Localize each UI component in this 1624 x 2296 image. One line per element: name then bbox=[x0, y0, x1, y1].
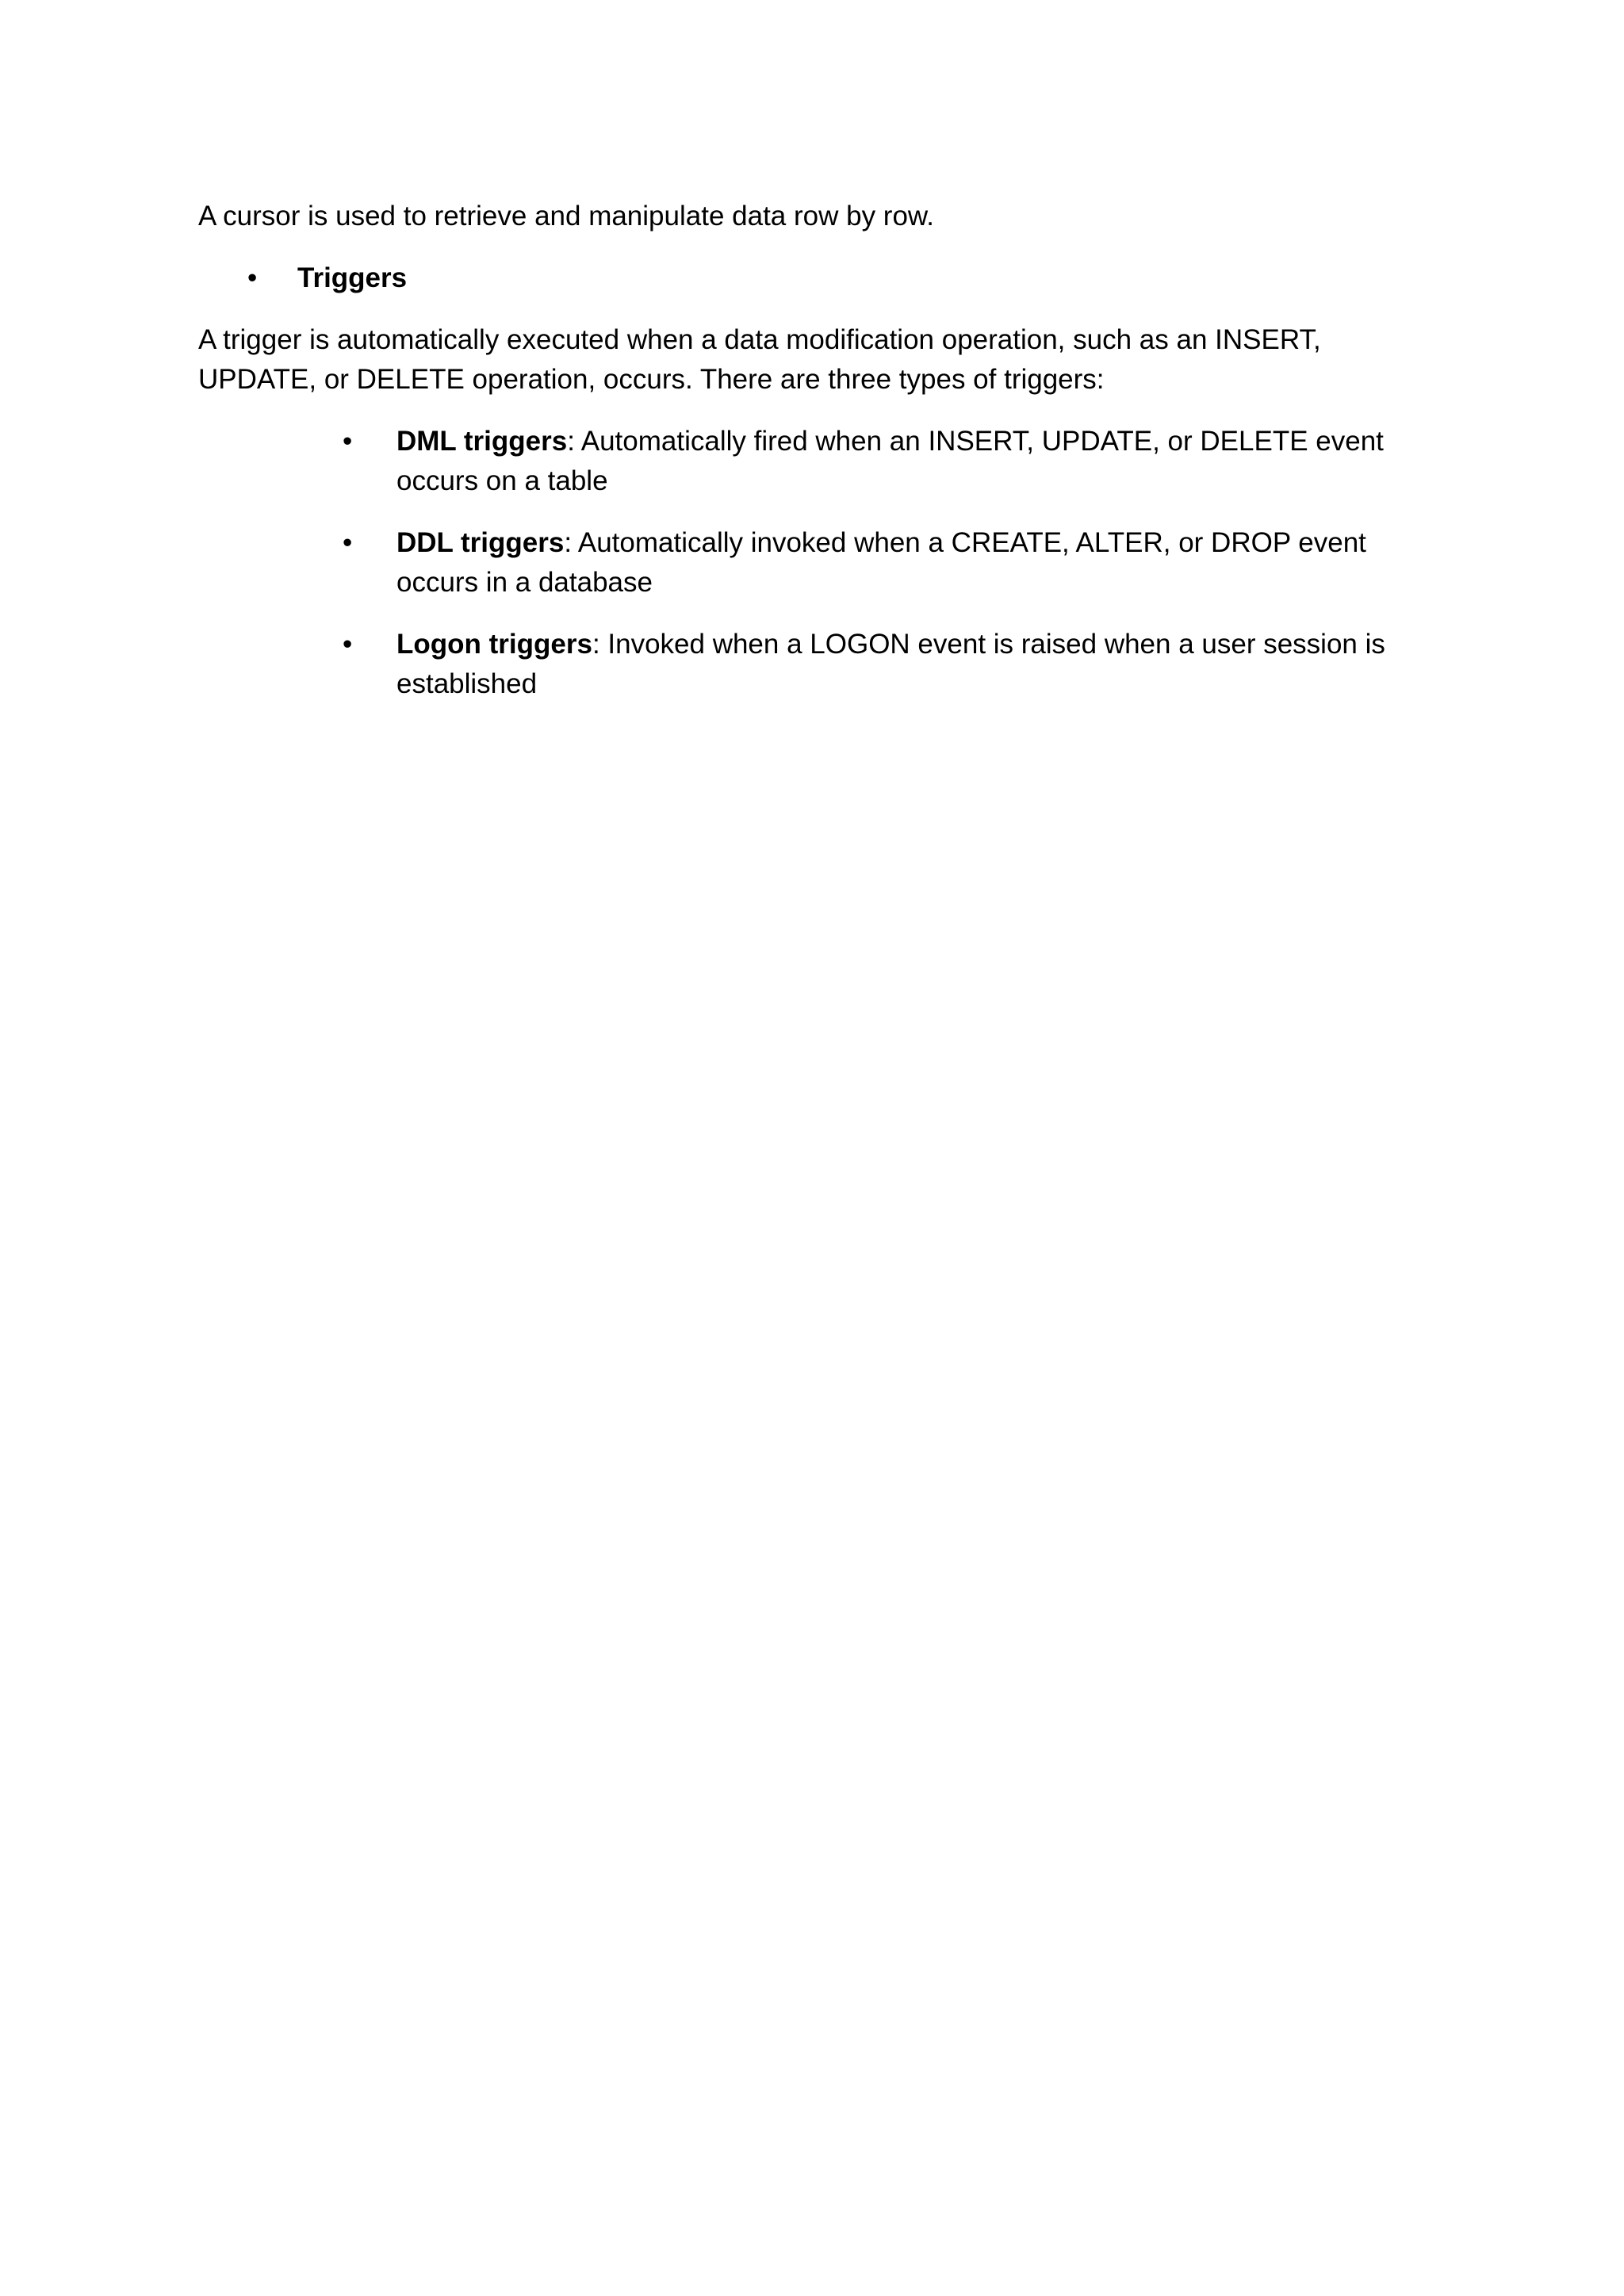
list-item bbox=[343, 523, 1435, 603]
trigger-types-list bbox=[198, 422, 1435, 704]
trigger-type-description: : Invoked when a LOGON event is raised when a user session is established bbox=[396, 629, 1385, 699]
bullet-icon: • bbox=[343, 426, 353, 457]
list-item bbox=[343, 625, 1435, 704]
trigger-type-term: Logon triggers bbox=[396, 629, 592, 660]
bullet-icon: • bbox=[343, 527, 353, 558]
trigger-type-term: DML triggers bbox=[396, 426, 568, 457]
trigger-intro-paragraph: A trigger is automatically executed when a data modification operation, such as an INSERT, UPDATE, or DELETE operation, occurs. There are three types of triggers: bbox=[198, 324, 1321, 395]
trigger-type-description: : Automatically fired when an INSERT, UPDATE, or DELETE event occurs on a table bbox=[396, 426, 1384, 496]
section-heading: Triggers bbox=[297, 262, 408, 293]
document-body bbox=[198, 197, 1435, 726]
cursor-paragraph: A cursor is used to retrieve and manipulate data row by row. bbox=[198, 201, 934, 232]
trigger-type-term: DDL triggers bbox=[396, 527, 565, 558]
list-item bbox=[343, 422, 1435, 501]
trigger-type-description: : Automatically invoked when a CREATE, ALTER, or DROP event occurs in a database bbox=[396, 527, 1366, 598]
bullet-icon: • bbox=[247, 262, 258, 293]
section-heading-item bbox=[198, 258, 1435, 298]
bullet-icon: • bbox=[343, 629, 353, 660]
